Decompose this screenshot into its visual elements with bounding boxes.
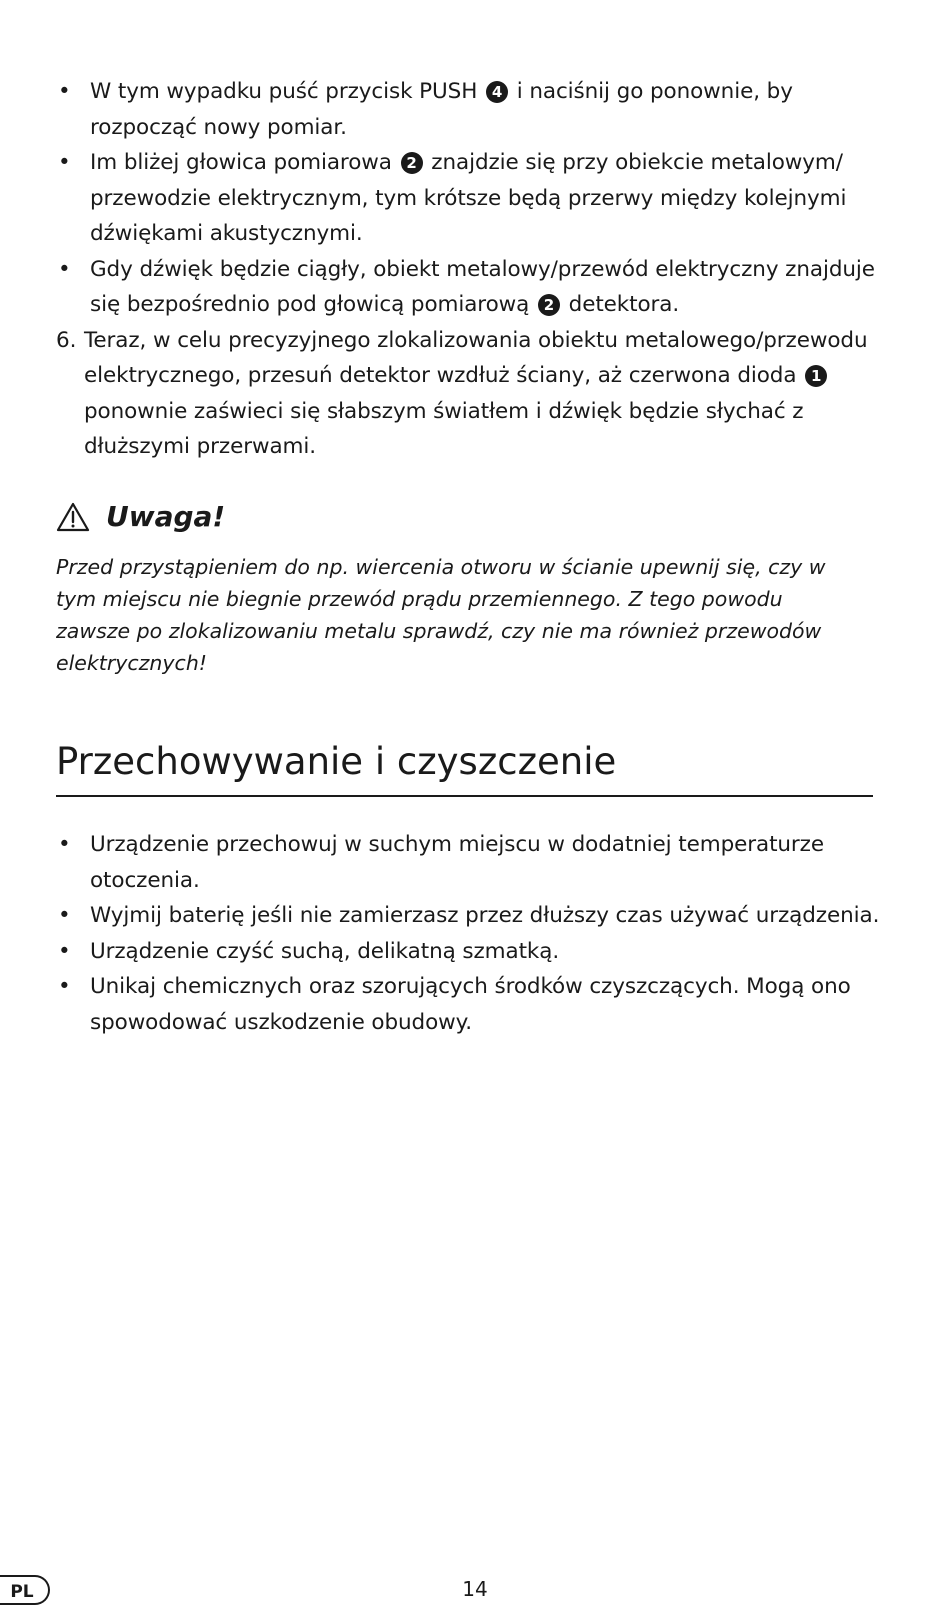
storage-bullet-list bbox=[56, 827, 902, 1040]
bullet-icon: • bbox=[58, 903, 71, 929]
bullet-text-end: znajdzie się przy obiekcie metalowym/ przewodzie elektrycznym, tym krótsze będą przerwy między kolejnymi dźwiękami akustycznymi. bbox=[90, 150, 847, 246]
bullet-text-end: i naciśnij go ponownie, by rozpocząć nowy pomiar. bbox=[90, 79, 793, 140]
warning-triangle-icon bbox=[56, 502, 90, 532]
list-item bbox=[56, 74, 902, 145]
step-text-end: ponownie zaświeci się słabszym światłem i dźwięk będzie słychać z dłuższymi przerwami. bbox=[84, 398, 804, 459]
number-badge: 2 bbox=[401, 152, 423, 174]
list-item bbox=[56, 969, 902, 1040]
page-number: 14 bbox=[462, 1577, 488, 1601]
list-item bbox=[56, 934, 902, 970]
warning-title: Uwaga! bbox=[106, 500, 226, 533]
number-badge: 4 bbox=[486, 81, 508, 103]
list-item-text: Unikaj chemicznych oraz szorujących środków czyszczących. Mogą ono spowodować uszkodzenie obudowy. bbox=[90, 974, 851, 1035]
steps-bullet-list bbox=[56, 74, 902, 323]
list-item bbox=[56, 252, 902, 323]
warning-header bbox=[56, 495, 902, 539]
language-badge: PL bbox=[0, 1575, 50, 1605]
list-item bbox=[56, 827, 902, 898]
page-footer bbox=[0, 1575, 950, 1609]
step-text-start: Teraz, w celu precyzyjnego zlokalizowania obiektu metalowego/przewodu elektrycznego, przesuń detektor wzdłuż ściany, aż czerwona dioda bbox=[84, 327, 868, 388]
bullet-icon: • bbox=[58, 938, 71, 964]
bullet-text-end: detektora. bbox=[561, 292, 680, 317]
number-badge: 2 bbox=[538, 294, 560, 316]
manual-page bbox=[56, 74, 902, 1040]
bullet-icon: • bbox=[58, 832, 71, 858]
bullet-text-start: W tym wypadku puść przycisk PUSH bbox=[90, 79, 485, 104]
bullet-icon: • bbox=[58, 79, 71, 104]
bullet-text-start: Im bliżej głowica pomiarowa bbox=[90, 150, 399, 175]
list-item bbox=[56, 145, 902, 252]
step-6 bbox=[56, 323, 902, 465]
section-title: Przechowywanie i czyszczenie bbox=[56, 739, 873, 797]
list-item-text: Wyjmij baterię jeśli nie zamierzasz przez dłuższy czas używać urządzenia. bbox=[90, 903, 880, 929]
list-item-text: Urządzenie przechowuj w suchym miejscu w dodatniej temperaturze otoczenia. bbox=[90, 832, 824, 893]
bullet-text-start: Gdy dźwięk będzie ciągły, obiekt metalowy/przewód elektryczny znajduje się bezpośrednio pod głowicą pomiarową bbox=[90, 256, 875, 317]
bullet-icon: • bbox=[58, 974, 71, 1000]
bullet-icon: • bbox=[58, 150, 71, 175]
list-item bbox=[56, 898, 902, 934]
warning-text: Przed przystąpieniem do np. wiercenia otworu w ścianie upewnij się, czy w tym miejscu nie biegnie przewód prądu przemiennego. Z tego powodu zawsze po zlokalizowaniu metalu sprawdź, czy nie ma również przewodów elektrycznych! bbox=[56, 554, 826, 675]
number-badge: 1 bbox=[805, 365, 827, 387]
step-number: 6. bbox=[56, 327, 77, 353]
list-item-text: Urządzenie czyść suchą, delikatną szmatką. bbox=[90, 938, 560, 964]
bullet-icon: • bbox=[58, 256, 71, 282]
